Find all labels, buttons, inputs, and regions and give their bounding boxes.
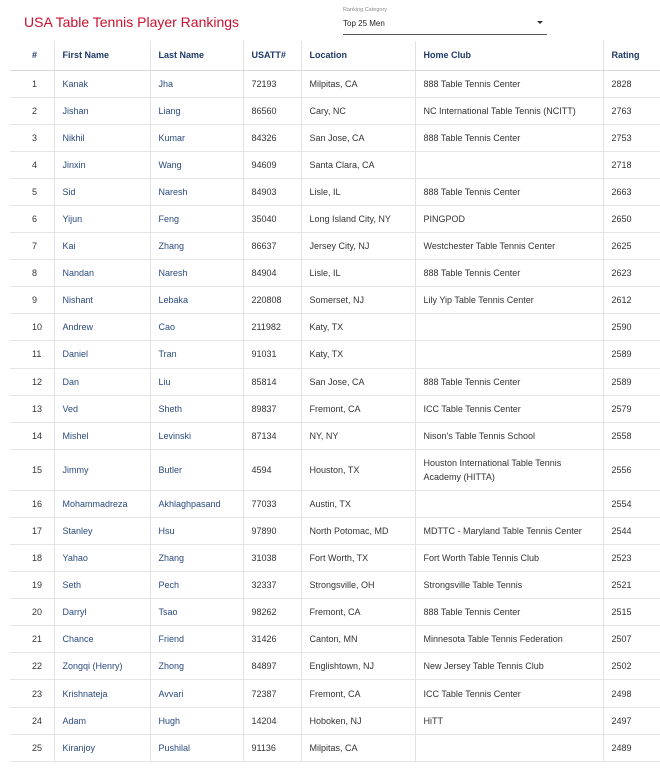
rank-cell: 4: [10, 151, 54, 178]
last-name-cell[interactable]: Liang: [150, 97, 243, 124]
rating-cell: 2556: [603, 449, 660, 490]
last-name-cell[interactable]: Feng: [150, 205, 243, 232]
home-club-cell: ICC Table Tennis Center: [415, 395, 603, 422]
home-club-cell: [415, 151, 603, 178]
rating-cell: 2718: [603, 151, 660, 178]
rating-cell: 2502: [603, 653, 660, 680]
first-name-cell[interactable]: Daniel: [54, 341, 150, 368]
ranking-category-label: Ranking Category: [343, 7, 388, 13]
home-club-cell: [415, 314, 603, 341]
rank-cell: 18: [10, 545, 54, 572]
first-name-cell[interactable]: Zongqi (Henry): [54, 653, 150, 680]
rating-cell: 2498: [603, 680, 660, 707]
first-name-cell[interactable]: Stanley: [54, 517, 150, 544]
first-name-cell[interactable]: Andrew: [54, 314, 150, 341]
first-name-cell[interactable]: Kanak: [54, 70, 150, 97]
table-row[interactable]: [10, 626, 660, 653]
location-cell: Fremont, CA: [301, 395, 415, 422]
first-name-cell[interactable]: Darryl: [54, 599, 150, 626]
first-name-cell[interactable]: Yijun: [54, 205, 150, 232]
home-club-cell: HiTT: [415, 707, 603, 734]
location-cell: San Jose, CA: [301, 368, 415, 395]
table-row[interactable]: [10, 178, 660, 205]
table-row[interactable]: [10, 599, 660, 626]
rating-cell: 2623: [603, 260, 660, 287]
rank-cell: 22: [10, 653, 54, 680]
last-name-cell[interactable]: Pushilal: [150, 734, 243, 761]
location-cell: Fort Worth, TX: [301, 545, 415, 572]
first-name-cell[interactable]: Ved: [54, 395, 150, 422]
rank-cell: 19: [10, 572, 54, 599]
table-row[interactable]: [10, 572, 660, 599]
rank-cell: 6: [10, 205, 54, 232]
home-club-cell: Westchester Table Tennis Center: [415, 233, 603, 260]
table-row[interactable]: [10, 124, 660, 151]
rating-cell: 2650: [603, 205, 660, 232]
location-cell: Houston, TX: [301, 449, 415, 490]
first-name-cell[interactable]: Nandan: [54, 260, 150, 287]
location-cell: Katy, TX: [301, 314, 415, 341]
rankings-table: [10, 41, 660, 762]
home-club-cell: MDTTC - Maryland Table Tennis Center: [415, 517, 603, 544]
location-cell: Cary, NC: [301, 97, 415, 124]
first-name-cell[interactable]: Jishan: [54, 97, 150, 124]
location-cell: Englishtown, NJ: [301, 653, 415, 680]
rating-cell: 2554: [603, 490, 660, 517]
last-name-cell[interactable]: Tran: [150, 341, 243, 368]
usatt-cell: 87134: [243, 422, 301, 449]
usatt-cell: 84897: [243, 653, 301, 680]
first-name-cell[interactable]: Chance: [54, 626, 150, 653]
table-row[interactable]: [10, 287, 660, 314]
first-name-cell[interactable]: Kiranjoy: [54, 734, 150, 761]
home-club-cell: Strongsville Table Tennis: [415, 572, 603, 599]
table-header-row: [10, 41, 660, 70]
home-club-cell: 888 Table Tennis Center: [415, 260, 603, 287]
last-name-cell[interactable]: Lebaka: [150, 287, 243, 314]
last-name-cell[interactable]: Butler: [150, 449, 243, 490]
rating-cell: 2558: [603, 422, 660, 449]
first-name-cell[interactable]: Jinxin: [54, 151, 150, 178]
home-club-cell: NC International Table Tennis (NCITT): [415, 97, 603, 124]
usatt-cell: 86637: [243, 233, 301, 260]
rank-cell: 24: [10, 707, 54, 734]
first-name-cell[interactable]: Yahao: [54, 545, 150, 572]
usatt-cell: 85814: [243, 368, 301, 395]
location-cell: San Jose, CA: [301, 124, 415, 151]
rank-cell: 11: [10, 341, 54, 368]
rank-cell: 3: [10, 124, 54, 151]
location-cell: Fremont, CA: [301, 599, 415, 626]
table-row[interactable]: [10, 395, 660, 422]
usatt-cell: 86560: [243, 97, 301, 124]
last-name-cell[interactable]: Naresh: [150, 260, 243, 287]
location-cell: Lisle, IL: [301, 178, 415, 205]
usatt-cell: 77033: [243, 490, 301, 517]
location-cell: Katy, TX: [301, 341, 415, 368]
home-club-cell: ICC Table Tennis Center: [415, 680, 603, 707]
rating-cell: 2753: [603, 124, 660, 151]
last-name-cell[interactable]: Friend: [150, 626, 243, 653]
last-name-cell[interactable]: Naresh: [150, 178, 243, 205]
last-name-cell[interactable]: Hugh: [150, 707, 243, 734]
rating-cell: 2515: [603, 599, 660, 626]
home-club-cell: 888 Table Tennis Center: [415, 178, 603, 205]
last-name-cell[interactable]: Zhong: [150, 653, 243, 680]
home-club-cell: Houston International Table Tennis Academy (HITTA): [415, 449, 603, 490]
rank-cell: 10: [10, 314, 54, 341]
header-usatt[interactable]: USATT#: [243, 41, 301, 70]
rank-cell: 16: [10, 490, 54, 517]
table-row[interactable]: [10, 449, 660, 490]
location-cell: Lisle, IL: [301, 260, 415, 287]
rating-cell: 2489: [603, 734, 660, 761]
last-name-cell[interactable]: Pech: [150, 572, 243, 599]
rank-cell: 2: [10, 97, 54, 124]
home-club-cell: Fort Worth Table Tennis Club: [415, 545, 603, 572]
rating-cell: 2828: [603, 70, 660, 97]
usatt-cell: 220808: [243, 287, 301, 314]
rank-cell: 21: [10, 626, 54, 653]
table-row[interactable]: [10, 517, 660, 544]
table-row[interactable]: [10, 368, 660, 395]
last-name-cell[interactable]: Zhang: [150, 233, 243, 260]
usatt-cell: 72193: [243, 70, 301, 97]
rank-cell: 15: [10, 449, 54, 490]
rating-cell: 2663: [603, 178, 660, 205]
last-name-cell[interactable]: Cao: [150, 314, 243, 341]
home-club-cell: 888 Table Tennis Center: [415, 368, 603, 395]
page-title: USA Table Tennis Player Rankings: [24, 14, 240, 30]
table-row[interactable]: [10, 314, 660, 341]
location-cell: Milpitas, CA: [301, 70, 415, 97]
ranking-category-select[interactable]: [343, 7, 547, 35]
usatt-cell: 31038: [243, 545, 301, 572]
table-row[interactable]: [10, 151, 660, 178]
first-name-cell[interactable]: Mishel: [54, 422, 150, 449]
usatt-cell: 84326: [243, 124, 301, 151]
table-row[interactable]: [10, 653, 660, 680]
rating-cell: 2625: [603, 233, 660, 260]
last-name-cell[interactable]: Akhlaghpasand: [150, 490, 243, 517]
rating-cell: 2763: [603, 97, 660, 124]
rating-cell: 2497: [603, 707, 660, 734]
rating-cell: 2590: [603, 314, 660, 341]
usatt-cell: 89837: [243, 395, 301, 422]
home-club-cell: New Jersey Table Tennis Club: [415, 653, 603, 680]
last-name-cell[interactable]: Kumar: [150, 124, 243, 151]
header-location[interactable]: Location: [301, 41, 415, 70]
table-row[interactable]: [10, 233, 660, 260]
rank-cell: 5: [10, 178, 54, 205]
location-cell: Jersey City, NJ: [301, 233, 415, 260]
rank-cell: 8: [10, 260, 54, 287]
rank-cell: 9: [10, 287, 54, 314]
table-row[interactable]: [10, 734, 660, 761]
home-club-cell: 888 Table Tennis Center: [415, 599, 603, 626]
rating-cell: 2612: [603, 287, 660, 314]
first-name-cell[interactable]: Dan: [54, 368, 150, 395]
table-row[interactable]: [10, 70, 660, 97]
last-name-cell[interactable]: Levinski: [150, 422, 243, 449]
location-cell: Somerset, NJ: [301, 287, 415, 314]
usatt-cell: 14204: [243, 707, 301, 734]
location-cell: Milpitas, CA: [301, 734, 415, 761]
rank-cell: 25: [10, 734, 54, 761]
home-club-cell: 888 Table Tennis Center: [415, 70, 603, 97]
home-club-cell: PINGPOD: [415, 205, 603, 232]
usatt-cell: 84904: [243, 260, 301, 287]
home-club-cell: [415, 490, 603, 517]
first-name-cell[interactable]: Mohammadreza: [54, 490, 150, 517]
last-name-cell[interactable]: Zhang: [150, 545, 243, 572]
usatt-cell: 84903: [243, 178, 301, 205]
table-row[interactable]: [10, 341, 660, 368]
rating-cell: 2521: [603, 572, 660, 599]
rating-cell: 2523: [603, 545, 660, 572]
header-home-club[interactable]: Home Club: [415, 41, 603, 70]
ranking-category-value: Top 25 Men: [343, 19, 385, 28]
table-row[interactable]: [10, 707, 660, 734]
usatt-cell: 97890: [243, 517, 301, 544]
location-cell: NY, NY: [301, 422, 415, 449]
location-cell: Fremont, CA: [301, 680, 415, 707]
table-row[interactable]: [10, 205, 660, 232]
rating-cell: 2589: [603, 368, 660, 395]
home-club-cell: 888 Table Tennis Center: [415, 124, 603, 151]
location-cell: Santa Clara, CA: [301, 151, 415, 178]
location-cell: Canton, MN: [301, 626, 415, 653]
home-club-cell: Minnesota Table Tennis Federation: [415, 626, 603, 653]
rank-cell: 17: [10, 517, 54, 544]
rank-cell: 23: [10, 680, 54, 707]
first-name-cell[interactable]: Sid: [54, 178, 150, 205]
header-first-name[interactable]: First Name: [54, 41, 150, 70]
usatt-cell: 98262: [243, 599, 301, 626]
header-rating[interactable]: Rating: [603, 41, 660, 70]
first-name-cell[interactable]: Krishnateja: [54, 680, 150, 707]
first-name-cell[interactable]: Nikhil: [54, 124, 150, 151]
rank-cell: 7: [10, 233, 54, 260]
home-club-cell: [415, 341, 603, 368]
usatt-cell: 72387: [243, 680, 301, 707]
last-name-cell[interactable]: Avvari: [150, 680, 243, 707]
rank-cell: 1: [10, 70, 54, 97]
last-name-cell[interactable]: Liu: [150, 368, 243, 395]
table-row[interactable]: [10, 680, 660, 707]
table-row[interactable]: [10, 422, 660, 449]
rating-cell: 2579: [603, 395, 660, 422]
rating-cell: 2544: [603, 517, 660, 544]
usatt-cell: 31426: [243, 626, 301, 653]
usatt-cell: 4594: [243, 449, 301, 490]
last-name-cell[interactable]: Wang: [150, 151, 243, 178]
table-row[interactable]: [10, 490, 660, 517]
rank-cell: 12: [10, 368, 54, 395]
first-name-cell[interactable]: Adam: [54, 707, 150, 734]
rating-cell: 2589: [603, 341, 660, 368]
location-cell: Austin, TX: [301, 490, 415, 517]
usatt-cell: 32337: [243, 572, 301, 599]
usatt-cell: 94609: [243, 151, 301, 178]
dropdown-arrow-icon: [537, 21, 543, 24]
last-name-cell[interactable]: Sheth: [150, 395, 243, 422]
usatt-cell: 91136: [243, 734, 301, 761]
home-club-cell: Nison's Table Tennis School: [415, 422, 603, 449]
location-cell: North Potomac, MD: [301, 517, 415, 544]
rating-cell: 2507: [603, 626, 660, 653]
last-name-cell[interactable]: Jha: [150, 70, 243, 97]
first-name-cell[interactable]: Jimmy: [54, 449, 150, 490]
first-name-cell[interactable]: Seth: [54, 572, 150, 599]
home-club-cell: [415, 734, 603, 761]
rank-cell: 20: [10, 599, 54, 626]
usatt-cell: 91031: [243, 341, 301, 368]
rank-cell: 13: [10, 395, 54, 422]
location-cell: Hoboken, NJ: [301, 707, 415, 734]
first-name-cell[interactable]: Kai: [54, 233, 150, 260]
first-name-cell[interactable]: Nishant: [54, 287, 150, 314]
table-row[interactable]: [10, 97, 660, 124]
location-cell: Long Island City, NY: [301, 205, 415, 232]
table-row[interactable]: [10, 545, 660, 572]
last-name-cell[interactable]: Tsao: [150, 599, 243, 626]
usatt-cell: 35040: [243, 205, 301, 232]
usatt-cell: 211982: [243, 314, 301, 341]
table-row[interactable]: [10, 260, 660, 287]
last-name-cell[interactable]: Hsu: [150, 517, 243, 544]
header-rank[interactable]: #: [10, 41, 54, 70]
location-cell: Strongsville, OH: [301, 572, 415, 599]
rank-cell: 14: [10, 422, 54, 449]
home-club-cell: Lily Yip Table Tennis Center: [415, 287, 603, 314]
header-last-name[interactable]: Last Name: [150, 41, 243, 70]
